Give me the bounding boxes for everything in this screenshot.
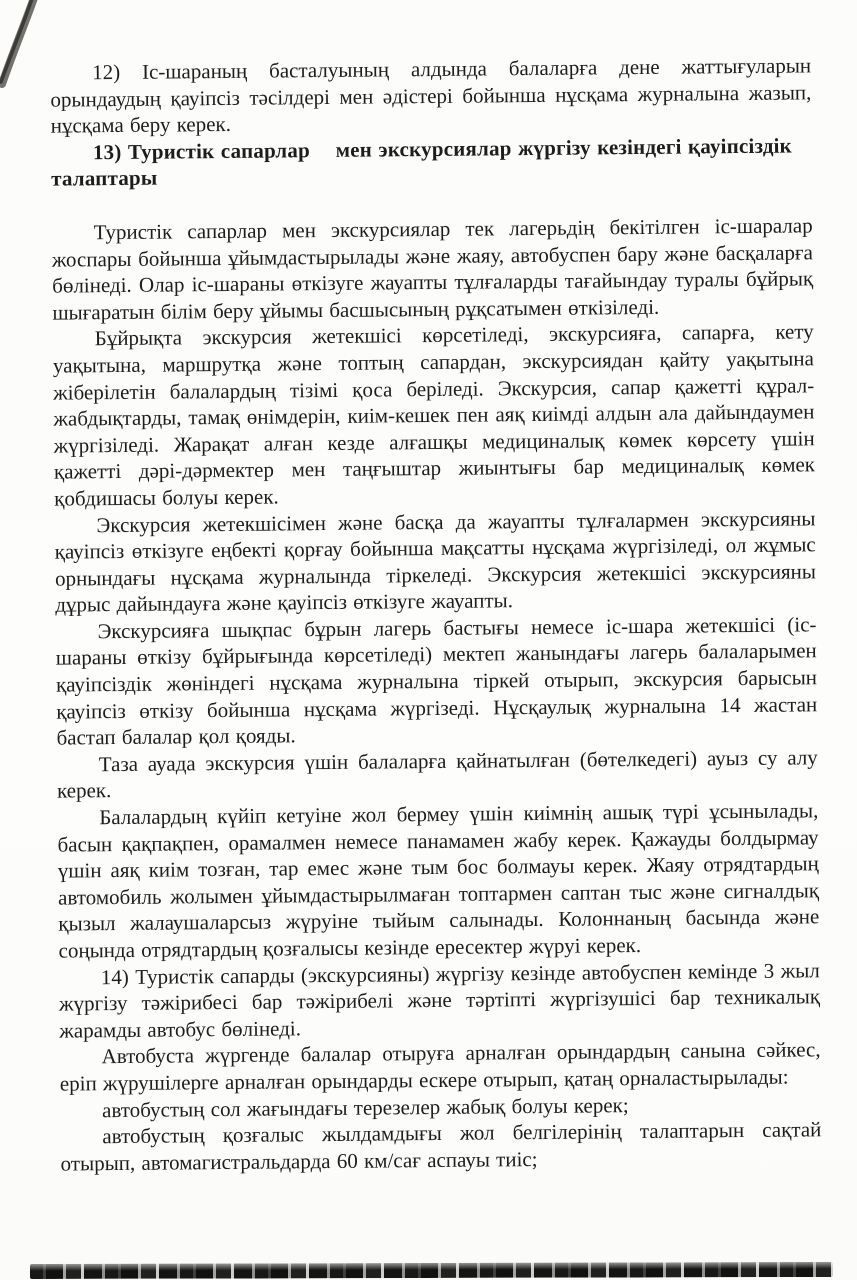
- para-trips-intro: Туристік сапарлар мен экскурсиялар тек лагерьдің бекітілген іс-шаралар жоспары бойынша ұйымдастырылады және жаяу, автобуспен бару және басқаларға бөлінеді. Олар іс-шараны өткізуге жауапты тұлғаларды тағайындау туралы бұйрық шығаратын білім беру ұйымы басшысының рұқсатымен өткізіледі.: [51, 213, 814, 325]
- list-item-speed: автобустың қозғалыс жылдамдығы жол белгілерінің талаптарын сақтай отырып, автомагистральдарда 60 км/сағ аспауы тиіс;: [60, 1117, 822, 1176]
- clause-14: 14) Туристік сапарды (экскурсияны) жүргізу кезінде автобуспен кемінде 3 жыл жүргізу тәжірибесі бар тәжірибелі және тәртіпті жүргізушісі бар техникалық жарамды автобус бөлінеді.: [58, 957, 821, 1043]
- para-targeted-briefing: Экскурсия жетекшісімен және басқа да жауапты тұлғалармен экскурсияны қауіпсіз өткізуге еңбекті қорғау бойынша мақсатты нұсқама жүргізіледі, ол жұмыс орнындағы нұсқама журналында тіркеледі. Экскурсия жетекшісі экскурсияны дұрыс дайындауға және қауіпсіз өткізуге жауапты.: [54, 505, 817, 617]
- para-clothing-footwear: Балалардың күйіп кетуіне жол бермеу үшін киімнің ашық түрі ұсынылады, басын қақпақпен, орамалмен немесе панамамен жабу керек. Қажауды болдырмау үшін аяқ киім тозған, тар емес және тым бос болмауы керек. Жаяу отрядтардың автомобиль жолымен ұйымдастырылмаған топтармен саптан тыс және сигналдық қызыл жалаушаларсыз жүруіне тыйым салынады. Колоннаның басында және соңында отрядтардың қозғалысы кезінде ересектер жүруі керек.: [57, 798, 820, 963]
- para-pre-excursion-briefing: Экскурсияға шықпас бұрын лагерь бастығы немесе іс-шара жетекшісі (іс-шараны өткізу бұйрығында көрсетіледі) мектеп жанындағы лагерь балаларымен қауіпсіздік жөніндегі нұсқама журналына тіркей отырып, экскурсия барысын қауіпсіз өткізу бойынша нұсқама жүргізеді. Нұсқаулық журналына 14 жастан бастап балалар қол қояды.: [55, 612, 818, 750]
- list-item-windows: автобустың сол жағындағы терезелер жабық болуы керек;: [101, 1092, 629, 1122]
- para-bus-seating: Автобуста жүргенде балалар отыруға арналған орындардың санына сәйкес, еріп жүрушілерге арналған орындарды ескере отырып, қатаң орналастырылады:: [59, 1037, 821, 1096]
- para-order-details: Бұйрықта экскурсия жетекшісі көрсетіледі, экскурсияға, сапарға, кету уақытына, маршрутқа және топтың сапардан, экскурсиядан қайту уақытына жіберілетін балалардың тізімі қоса беріледі. Экскурсия, сапар қажетті құрал-жабдықтарды, тамақ өнімдерін, киім-кешек пен аяқ киімді алдын ала дайындаумен жүргізіледі. Жарақат алған кезде алғашқы медициналық көмек көрсету үшін қажетті дәрі-дәрмектер мен таңғыштар жиынтығы бар медициналық көмек қобдишасы болуы керек.: [52, 319, 816, 511]
- clause-12: 12) Іс-шараның басталуының алдында балаларға дене жаттығуларын орындаудың қауіпсіз тәсілдері мен әдістері бойынша нұсқама журналына жазып, нұсқама беру керек.: [50, 53, 812, 138]
- para-drinking-water: Таза ауада экскурсия үшін балаларға қайнатылған (бөтелкедегі) ауыз су алу керек.: [56, 745, 818, 804]
- scan-edge-artifact: [30, 1262, 833, 1279]
- document-text: [50, 52, 822, 1177]
- section-13-heading: 13) Туристік сапарлар мен экскурсиялар жүргізу кезіндегі қауіпсіздік талаптары: [51, 133, 799, 192]
